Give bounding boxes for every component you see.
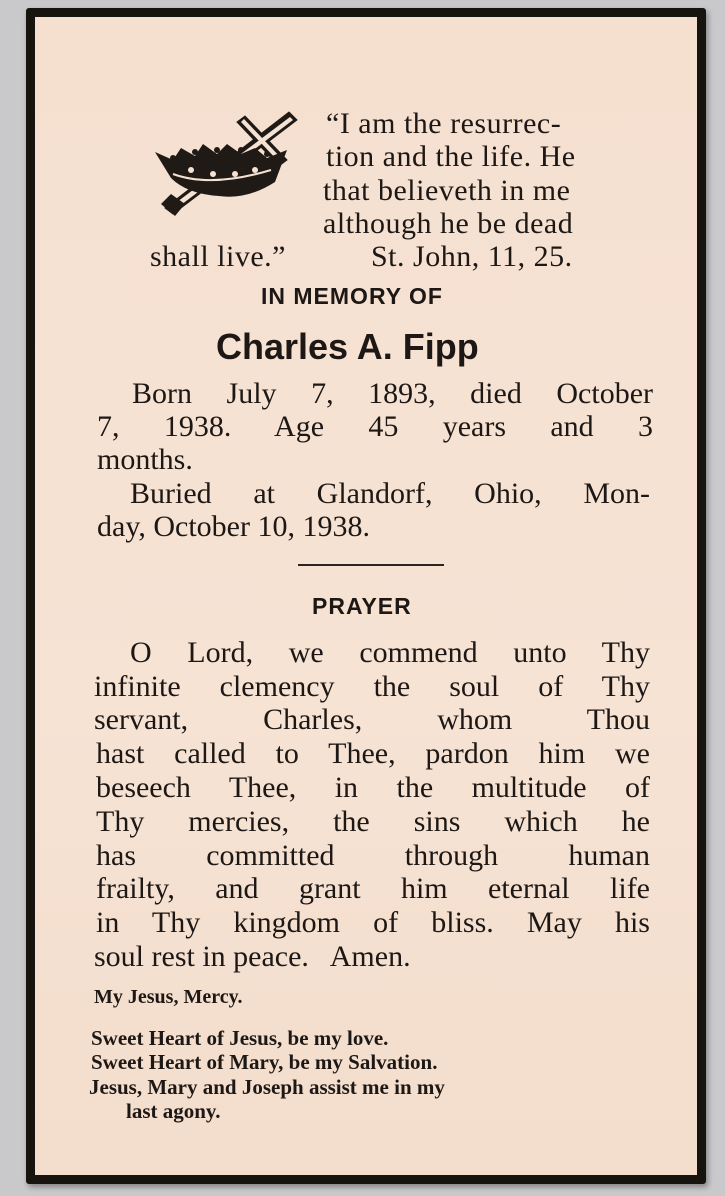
closing-line: Sweet Heart of Mary, be my Salvation.	[91, 1050, 438, 1074]
prayer-heading: PRAYER	[312, 593, 412, 619]
closing-line: Jesus, Mary and Joseph assist me in my	[89, 1075, 445, 1099]
prayer-line: frailty, and grant him eternal life	[96, 872, 650, 905]
deceased-name: Charles A. Fipp	[216, 326, 479, 367]
ejaculation: My Jesus, Mercy.	[94, 986, 243, 1008]
quote-line: “I am the resurrec-	[326, 107, 562, 140]
prayer-line: hast called to Thee, pardon him we	[96, 737, 650, 770]
details-line: Born July 7, 1893, died October	[132, 377, 653, 410]
prayer-line: beseech Thee, in the multitude of	[96, 771, 650, 804]
quote-last-line: shall live.”	[150, 240, 286, 273]
prayer-line: in Thy kingdom of bliss. May his	[96, 906, 650, 939]
details-line: day, October 10, 1938.	[97, 510, 370, 543]
prayer-line: Thy mercies, the sins which he	[96, 805, 650, 838]
crown-and-cross-icon	[151, 104, 301, 216]
quote-line: tion and the life. He	[326, 140, 576, 173]
details-line: months.	[97, 443, 193, 476]
quote-citation: St. John, 11, 25.	[371, 240, 573, 273]
quote-line: that believeth in me	[323, 174, 571, 207]
prayer-line: O Lord, we commend unto Thy	[130, 636, 650, 669]
prayer-line: infinite clemency the soul of Thy	[94, 670, 650, 703]
details-line: 7, 1938. Age 45 years and 3	[97, 410, 653, 443]
prayer-line: soul rest in peace. Amen.	[94, 940, 411, 973]
closing-line: last agony.	[126, 1099, 221, 1123]
section-divider	[298, 564, 444, 566]
prayer-line: servant, Charles, whom Thou	[94, 703, 650, 736]
quote-line: although he be dead	[323, 207, 574, 240]
memory-heading: IN MEMORY OF	[261, 283, 443, 309]
details-line: Buried at Glandorf, Ohio, Mon-	[130, 477, 650, 510]
closing-line: Sweet Heart of Jesus, be my love.	[91, 1026, 389, 1050]
prayer-line: has committed through human	[96, 839, 650, 872]
